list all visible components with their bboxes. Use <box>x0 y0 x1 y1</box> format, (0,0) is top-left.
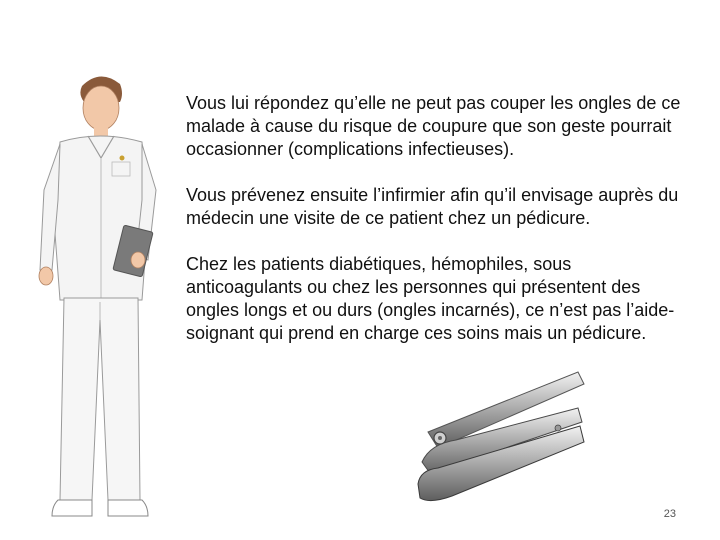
nail-clipper-image <box>408 366 588 538</box>
paragraph-notify-nurse: Vous prévenez ensuite l’infirmier afin qu’il envisage auprès du médecin une visite de ce patient chez un pédicure. <box>186 185 679 228</box>
page-number: 23 <box>663 508 676 520</box>
nurse-illustration <box>30 70 170 525</box>
paragraph-refusal: Vous lui répondez qu’elle ne peut pas couper les ongles de ce malade à cause du risque de coupure que son geste pourrait occasionner (complications infectieuses). <box>186 93 681 159</box>
paragraph-risk-patients: Chez les patients diabétiques, hémophiles, sous anticoagulants ou chez les personnes qui présentent des ongles longs et ou durs (ongles incarnés), ce n’est pas l’aide-soignant qui prend en charge ces soins mais un pédicure. <box>186 254 675 343</box>
main-text <box>186 92 686 368</box>
